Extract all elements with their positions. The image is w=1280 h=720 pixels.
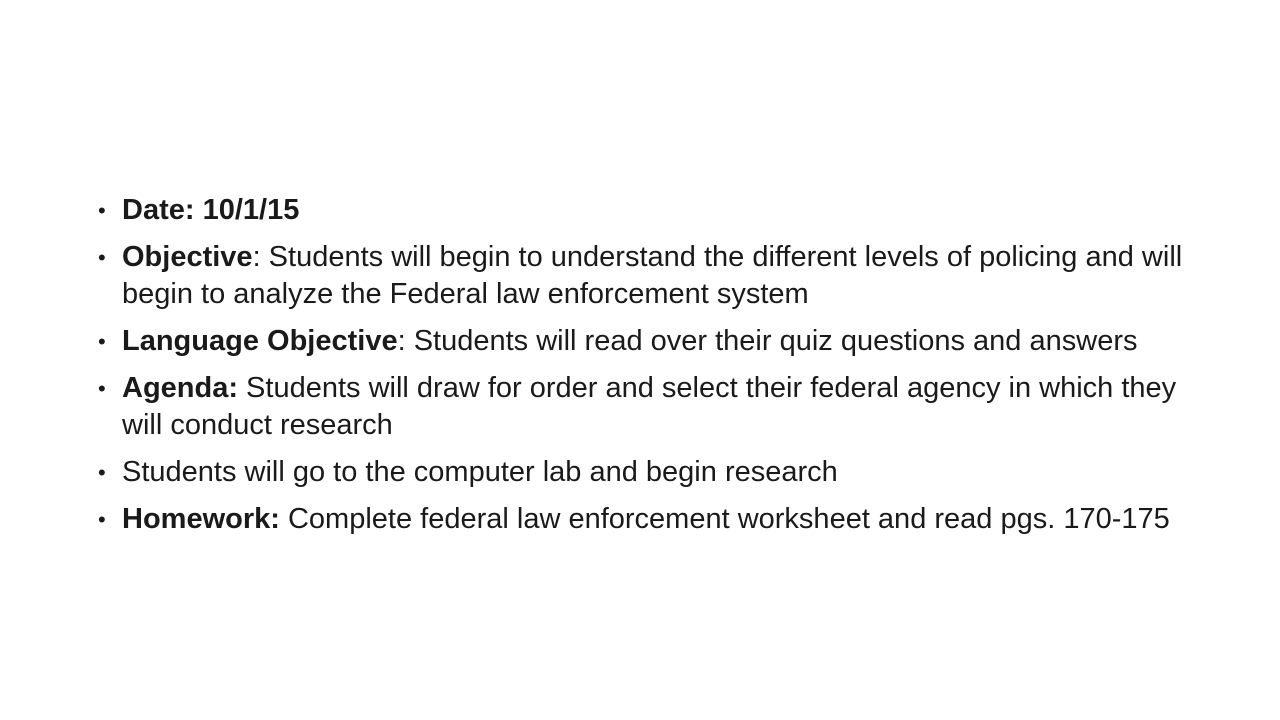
bullet-computer-lab	[98, 454, 1198, 491]
bullet-objective	[98, 239, 1198, 313]
date-label: Date: 10/1/15	[122, 194, 300, 226]
language-objective-text: : Students will read over their quiz questions and answers	[397, 325, 1138, 357]
bullet-dot-icon: •	[98, 245, 106, 270]
objective-label: Objective	[122, 241, 253, 273]
bullet-dot-icon: •	[98, 376, 106, 401]
computer-lab-text: Students will go to the computer lab and begin research	[122, 456, 838, 488]
agenda-text: Students will draw for order and select their federal agency in which they will conduct research	[122, 372, 1177, 441]
bullet-dot-icon: •	[98, 329, 106, 354]
homework-text: Complete federal law enforcement worksheet and read pgs. 170-175	[279, 503, 1170, 535]
bullet-homework	[98, 501, 1198, 538]
homework-label: Homework:	[122, 503, 280, 535]
agenda-label: Agenda:	[122, 372, 238, 404]
bullet-dot-icon: •	[98, 507, 106, 532]
bullet-language-objective	[98, 323, 1198, 360]
objective-text: : Students will begin to understand the different levels of policing and will begin to analyze the Federal law enforcement system	[122, 241, 1183, 310]
bullet-dot-icon: •	[98, 460, 106, 485]
language-objective-label: Language Objective	[122, 325, 398, 357]
bullet-dot-icon: •	[98, 198, 106, 223]
bullet-list	[98, 192, 1198, 548]
bullet-date	[98, 192, 1198, 229]
bullet-agenda	[98, 370, 1198, 444]
